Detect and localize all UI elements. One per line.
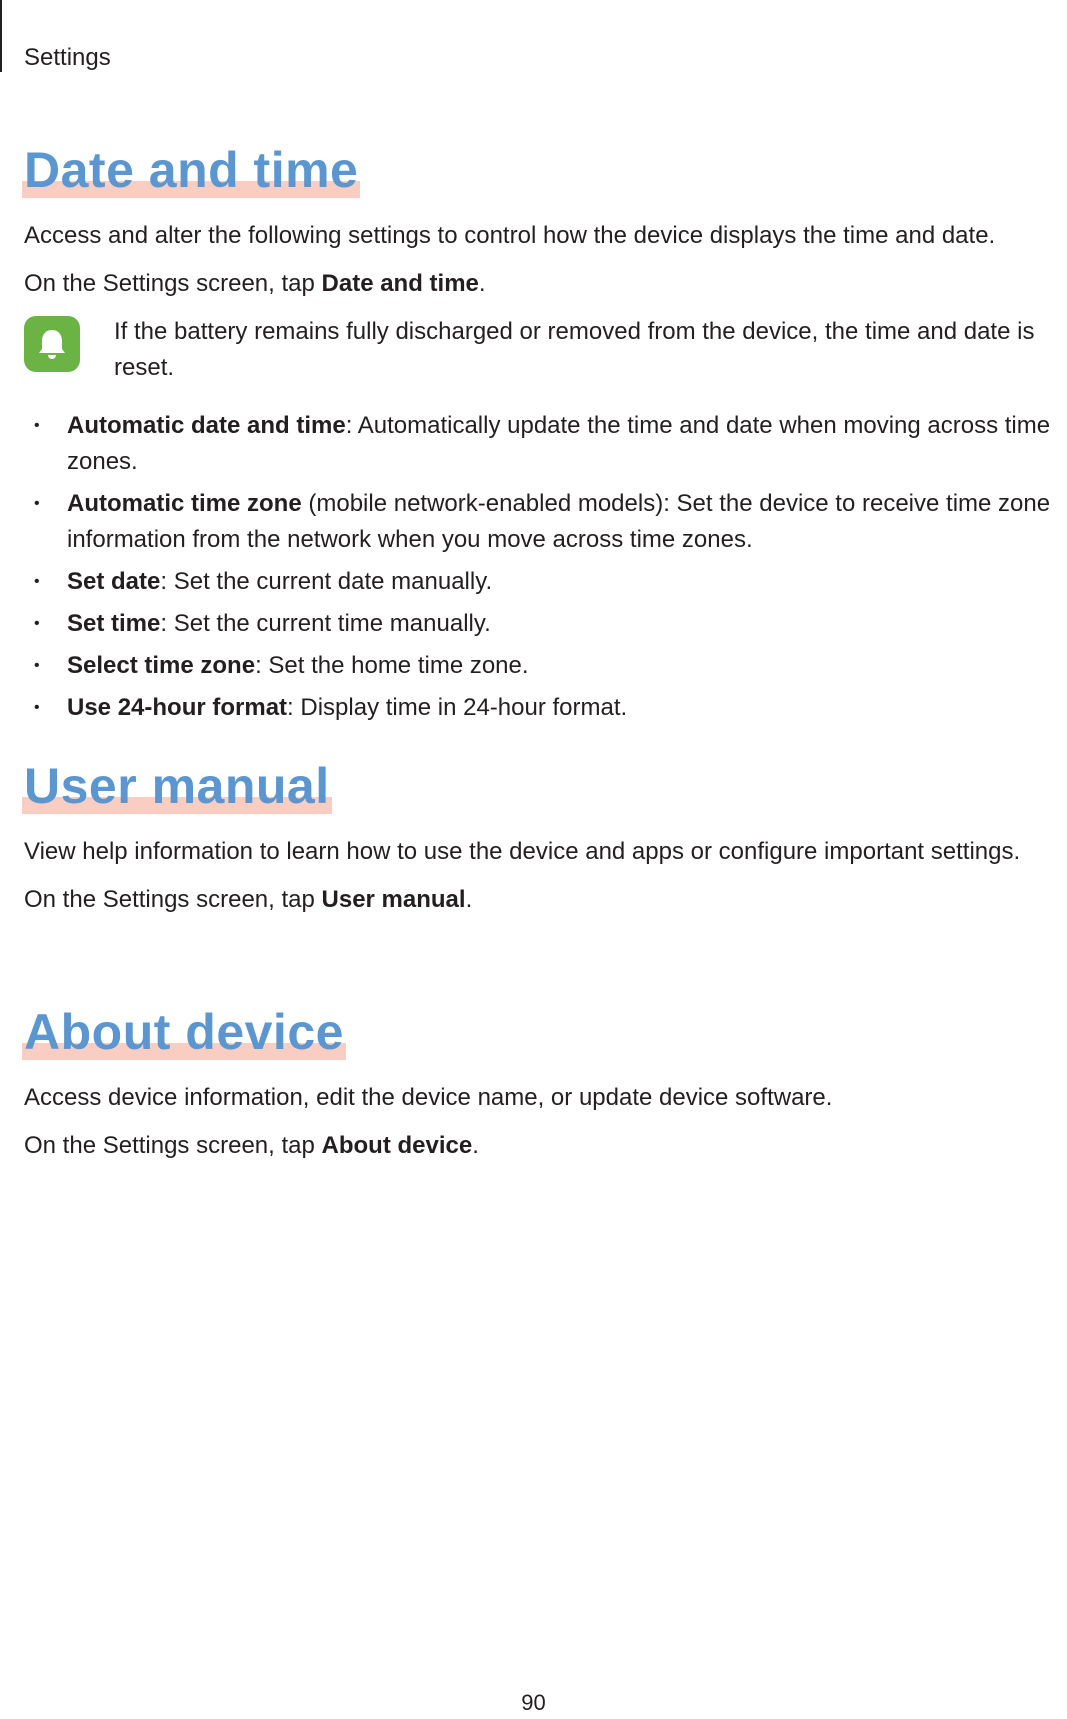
note-text: If the battery remains fully discharged or removed from the device, the time and date is reset. [114, 318, 1035, 381]
list-item-desc: : Display time in 24-hour format. [287, 694, 628, 721]
list-item-desc: (mobile network-enabled models): Set the device to receive time zone information from the network when you move across time zones. [67, 490, 1051, 553]
tap-suffix: . [465, 886, 473, 913]
tap-instruction [24, 882, 1067, 918]
page-number: 90 [521, 1690, 546, 1715]
tap-suffix: . [472, 1132, 479, 1159]
tap-target: Date and time [321, 270, 479, 297]
list-item [24, 690, 1067, 726]
intro-text: Access device information, edit the device name, or update device software. [24, 1084, 833, 1111]
page-corner-line [0, 0, 2, 72]
tap-instruction [24, 266, 1067, 302]
settings-list [24, 408, 1067, 726]
intro-text: View help information to learn how to use the device and apps or configure important settings. [24, 838, 1021, 865]
tap-prefix: On the Settings screen, tap [24, 886, 322, 913]
section-title-text: About device [24, 1004, 344, 1060]
list-item-term: Automatic time zone [67, 490, 302, 517]
bullet-dot: • [34, 573, 40, 590]
section-title-user-manual [24, 756, 330, 816]
list-item-desc: : Set the current time manually. [160, 610, 491, 637]
list-item-desc: : Set the current date manually. [160, 568, 493, 595]
intro-text: Access and alter the following settings to control how the device displays the time and date. [24, 222, 996, 249]
tap-prefix: On the Settings screen, tap [24, 1132, 322, 1159]
list-item-desc: : Set the home time zone. [255, 652, 529, 679]
section-title-date-and-time [24, 140, 358, 200]
list-item-desc: : Automatically update the time and date when moving across time zones. [67, 412, 1051, 475]
tap-suffix: . [478, 270, 486, 297]
tap-instruction [24, 1128, 1067, 1164]
list-item-term: Set date [67, 568, 161, 595]
section-about-device [24, 1002, 1067, 1176]
section-intro [24, 834, 1067, 870]
tap-target: User manual [321, 886, 466, 913]
bullet-dot: • [34, 417, 40, 434]
running-header: Settings [24, 44, 111, 71]
section-title-about-device [24, 1002, 344, 1062]
bullet-dot: • [34, 657, 40, 674]
section-title-text: User manual [24, 758, 330, 814]
tap-target: About device [321, 1132, 473, 1159]
section-intro [24, 1080, 1067, 1116]
list-item [24, 606, 1067, 642]
bullet-dot: • [34, 495, 40, 512]
list-item [24, 564, 1067, 600]
tap-prefix: On the Settings screen, tap [24, 270, 322, 297]
section-intro [24, 218, 1067, 254]
list-item-term: Set time [67, 610, 161, 637]
list-item-term: Use 24-hour format [67, 694, 288, 721]
list-item-term: Automatic date and time [67, 412, 346, 439]
list-item [24, 408, 1067, 480]
list-item [24, 486, 1067, 558]
section-title-text: Date and time [24, 142, 359, 198]
list-item-term: Select time zone [67, 652, 256, 679]
note-box [24, 314, 1067, 386]
bullet-dot: • [34, 699, 40, 716]
section-user-manual [24, 756, 1067, 930]
bullet-dot: • [34, 615, 40, 632]
bell-icon [24, 316, 80, 372]
list-item [24, 648, 1067, 684]
section-date-and-time [24, 140, 1067, 732]
